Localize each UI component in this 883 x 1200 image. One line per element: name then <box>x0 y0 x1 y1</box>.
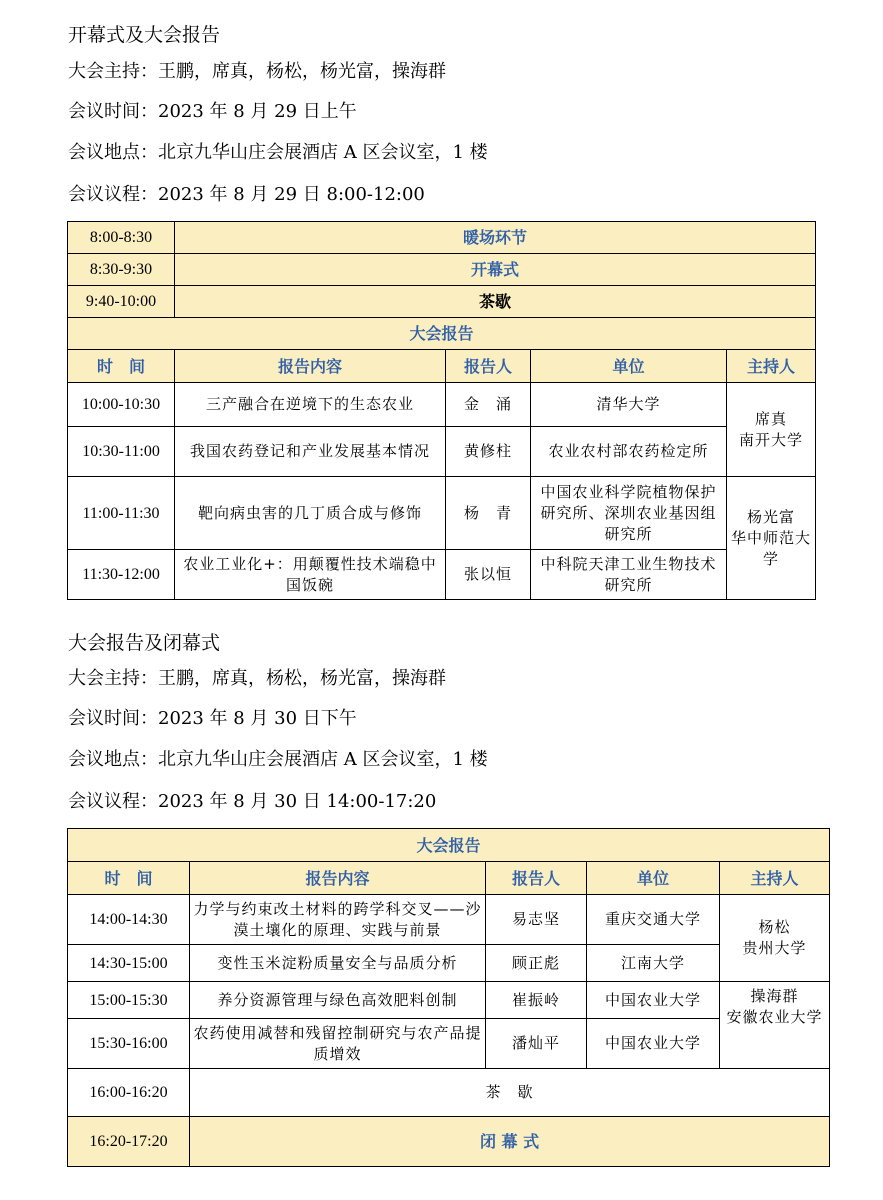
time-cell: 15:00-15:30 <box>68 982 190 1019</box>
report-title: 大会报告 <box>68 829 830 862</box>
header-host: 主持人 <box>727 350 816 383</box>
agenda-value: 2023 年 8 月 29 日 8:00-12:00 <box>158 184 425 205</box>
time-label: 会议时间： <box>68 101 158 122</box>
content-cell: 三产融合在逆境下的生态农业 <box>175 383 446 427</box>
host-name: 杨光富 <box>747 507 796 526</box>
host-org: 华中师范大学 <box>731 528 812 568</box>
host-value: 王鹏，席真，杨松，杨光富，操海群 <box>158 668 446 689</box>
content-cell: 我国农药登记和产业发展基本情况 <box>175 427 446 477</box>
time-cell: 8:00-8:30 <box>68 222 175 254</box>
header-host: 主持人 <box>720 862 830 895</box>
host-cell <box>727 477 816 600</box>
time-cell: 10:30-11:00 <box>68 427 175 477</box>
content-cell: 养分资源管理与绿色高效肥料创制 <box>190 982 486 1019</box>
host-label: 大会主持： <box>68 61 158 82</box>
unit-cell: 重庆交通大学 <box>587 895 720 945</box>
speaker-cell: 易志坚 <box>486 895 587 945</box>
place-line <box>68 745 488 771</box>
section-title-opening: 开幕式及大会报告 <box>68 24 221 46</box>
host-org: 南开大学 <box>739 430 804 449</box>
time-cell: 11:30-12:00 <box>68 550 175 600</box>
content-cell: 农药使用减替和残留控制研究与农产品提质增效 <box>190 1019 486 1069</box>
place-value: 北京九华山庄会展酒店 A 区会议室，1 楼 <box>158 142 488 163</box>
host-line <box>68 57 446 83</box>
header-unit: 单位 <box>531 350 727 383</box>
closing-event-cell: 闭 幕 式 <box>190 1117 830 1167</box>
closing-time-cell: 16:20-17:20 <box>68 1117 190 1167</box>
time-cell: 10:00-10:30 <box>68 383 175 427</box>
unit-cell: 江南大学 <box>587 945 720 982</box>
agenda-table-1 <box>67 221 816 600</box>
place-label: 会议地点： <box>68 749 158 770</box>
unit-cell: 农业农村部农药检定所 <box>531 427 727 477</box>
host-org: 安徽农业大学 <box>726 1008 823 1026</box>
host-name: 操海群 <box>750 987 799 1005</box>
host-cell <box>720 982 830 1069</box>
agenda-line <box>68 787 436 813</box>
table-row <box>68 895 830 945</box>
header-speaker: 报告人 <box>446 350 531 383</box>
unit-cell: 中国农业科学院植物保护研究所、深圳农业基因组研究所 <box>531 477 727 550</box>
time-cell: 11:00-11:30 <box>68 477 175 550</box>
table-row <box>68 982 830 1019</box>
header-unit: 单位 <box>587 862 720 895</box>
content-cell: 农业工业化+：用颠覆性技术端稳中国饭碗 <box>175 550 446 600</box>
host-cell <box>727 383 816 477</box>
header-speaker: 报告人 <box>486 862 587 895</box>
host-line <box>68 664 446 690</box>
time-cell: 15:30-16:00 <box>68 1019 190 1069</box>
host-name: 杨松 <box>758 918 791 936</box>
place-line <box>68 138 488 164</box>
unit-cell: 清华大学 <box>531 383 727 427</box>
table-row <box>68 945 830 982</box>
header-content: 报告内容 <box>175 350 446 383</box>
header-content: 报告内容 <box>190 862 486 895</box>
speaker-cell: 黄修柱 <box>446 427 531 477</box>
content-cell: 力学与约束改土材料的跨学科交叉——沙漠土壤化的原理、实践与前景 <box>190 895 486 945</box>
host-label: 大会主持： <box>68 668 158 689</box>
host-value: 王鹏，席真，杨松，杨光富，操海群 <box>158 61 446 82</box>
agenda-label: 会议议程： <box>68 184 158 205</box>
section-title-closing: 大会报告及闭幕式 <box>68 632 221 654</box>
place-label: 会议地点： <box>68 142 158 163</box>
time-cell: 8:30-9:30 <box>68 254 175 286</box>
table-row <box>68 550 816 600</box>
agenda-line <box>68 180 425 206</box>
table-row <box>68 427 816 477</box>
table-row <box>68 1019 830 1069</box>
event-cell: 开幕式 <box>175 254 816 286</box>
agenda-value: 2023 年 8 月 30 日 14:00-17:20 <box>158 791 437 812</box>
unit-cell: 中国农业大学 <box>587 1019 720 1069</box>
speaker-cell: 潘灿平 <box>486 1019 587 1069</box>
unit-cell: 中科院天津工业生物技术研究所 <box>531 550 727 600</box>
time-line <box>68 97 357 123</box>
speaker-cell: 金 涌 <box>446 383 531 427</box>
agenda-label: 会议议程： <box>68 791 158 812</box>
event-cell: 茶歇 <box>175 286 816 318</box>
time-cell: 9:40-10:00 <box>68 286 175 318</box>
speaker-cell: 张以恒 <box>446 550 531 600</box>
host-name: 席真 <box>755 409 788 428</box>
place-value: 北京九华山庄会展酒店 A 区会议室，1 楼 <box>158 749 488 770</box>
tea-time-cell: 16:00-16:20 <box>68 1069 190 1117</box>
speaker-cell: 杨 青 <box>446 477 531 550</box>
speaker-cell: 顾正彪 <box>486 945 587 982</box>
content-cell: 靶向病虫害的几丁质合成与修饰 <box>175 477 446 550</box>
header-time: 时 间 <box>68 862 190 895</box>
agenda-table-2 <box>67 828 830 1167</box>
header-time: 时 间 <box>68 350 175 383</box>
host-cell <box>720 895 830 982</box>
time-label: 会议时间： <box>68 708 158 729</box>
time-value: 2023 年 8 月 29 日上午 <box>158 101 357 122</box>
report-title: 大会报告 <box>68 318 816 350</box>
time-cell: 14:00-14:30 <box>68 895 190 945</box>
tea-event-cell: 茶 歇 <box>190 1069 830 1117</box>
time-line <box>68 704 357 730</box>
time-cell: 14:30-15:00 <box>68 945 190 982</box>
speaker-cell: 崔振岭 <box>486 982 587 1019</box>
time-value: 2023 年 8 月 30 日下午 <box>158 708 357 729</box>
table-row <box>68 383 816 427</box>
table-row <box>68 477 816 550</box>
unit-cell: 中国农业大学 <box>587 982 720 1019</box>
event-cell: 暖场环节 <box>175 222 816 254</box>
host-org: 贵州大学 <box>742 939 807 957</box>
content-cell: 变性玉米淀粉质量安全与品质分析 <box>190 945 486 982</box>
